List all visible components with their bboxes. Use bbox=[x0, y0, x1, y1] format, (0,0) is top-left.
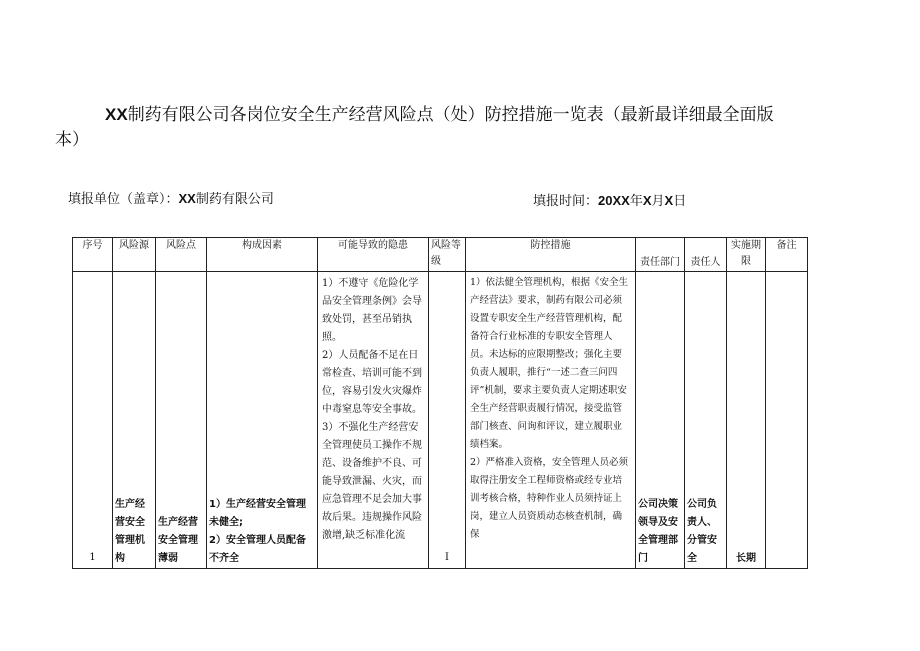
reporting-time-month-unit: 月 bbox=[651, 194, 665, 209]
reporting-unit-code: XX bbox=[178, 191, 196, 206]
reporting-time bbox=[533, 190, 686, 209]
reporting-time-day-unit: 日 bbox=[673, 194, 687, 209]
cell-person: 公司负责人、分管安全 bbox=[685, 272, 727, 569]
cell-factors bbox=[207, 272, 318, 569]
header-risk-source: 风险源 bbox=[113, 238, 156, 272]
reporting-unit bbox=[68, 188, 274, 207]
table-row bbox=[73, 272, 808, 569]
reporting-time-month: X bbox=[642, 193, 652, 208]
title-text: 制药有限公司各岗位安全生产经营风险点（处）防控措施一览表（最新最详细最全面版本） bbox=[55, 105, 774, 150]
header-person: 责任人 bbox=[685, 238, 727, 272]
title-company-code: XX bbox=[105, 105, 128, 124]
risk-control-table bbox=[72, 237, 808, 569]
reporting-unit-label: 填报单位（盖章）： bbox=[68, 192, 179, 207]
cell-hazards bbox=[318, 272, 429, 569]
hazard-item: 2）人员配备不足在日常检查、培训可能不到位，容易引发火灾爆炸中毒窒息等安全事故。 bbox=[322, 350, 422, 415]
header-risk-level: 风险等级 bbox=[429, 238, 466, 272]
cell-measures bbox=[466, 272, 636, 569]
reporting-time-day: X bbox=[664, 193, 674, 208]
reporting-time-year: 20XX bbox=[598, 193, 630, 208]
page-title bbox=[55, 102, 795, 153]
header-measures: 防控措施 bbox=[466, 238, 636, 272]
header-remarks: 备注 bbox=[766, 238, 808, 272]
reporting-unit-name: 制药有限公司 bbox=[195, 192, 274, 207]
factor-item: 1）生产经营安全管理未健全; bbox=[209, 499, 306, 528]
reporting-time-year-unit: 年 bbox=[629, 194, 643, 209]
reporting-time-label: 填报时间： bbox=[533, 194, 599, 209]
header-dept: 责任部门 bbox=[636, 238, 685, 272]
header-deadline: 实施期限 bbox=[727, 238, 766, 272]
cell-remarks bbox=[766, 272, 808, 569]
measure-item: 2）严格准入资格，安全管理人员必须取得注册安全工程师资格或经专业培训考核合格，特种作业人员须持证上岗，建立人员资质动态核查机制，确保 bbox=[470, 457, 629, 540]
cell-deadline: 长期 bbox=[727, 272, 766, 569]
header-seq: 序号 bbox=[73, 238, 113, 272]
hazard-item: 3）不强化生产经营安全管理使员工操作不规范、设备维护不良、可能导致泄漏、火灾，而应急管理不足会加大事故后果。违规操作风险激增,缺乏标准化流 bbox=[322, 422, 422, 541]
factor-item: 2）安全管理人员配备不齐全 bbox=[209, 535, 306, 564]
cell-risk-level: I bbox=[429, 272, 466, 569]
header-risk-point: 风险点 bbox=[156, 238, 207, 272]
measure-item: 1）依法健全管理机构，根据《安全生产经营法》要求，制药有限公司必须设置专职安全生产经营管理机构，配备符合行业标准的专职安全管理人员。未达标的应限期整改；强化主要负责人履职，推行“一述二查三问四评”机制，要求主要负责人定期述职安全生产经营职责履行情况，接受监管部门核查、问询和评议，建立履职业绩档案。 bbox=[470, 277, 629, 450]
hazard-item: 1）不遵守《危险化学品安全管理条例》会导致处罚，甚至吊销执照。 bbox=[322, 278, 422, 343]
cell-seq: 1 bbox=[73, 272, 113, 569]
cell-dept: 公司决策领导及安全管理部门 bbox=[636, 272, 685, 569]
cell-risk-point: 生产经营安全管理薄弱 bbox=[156, 272, 207, 569]
header-factors: 构成因素 bbox=[207, 238, 318, 272]
cell-risk-source: 生产经营安全管理机构 bbox=[113, 272, 156, 569]
header-hazards: 可能导致的隐患 bbox=[318, 238, 429, 272]
table-header-row bbox=[73, 238, 808, 272]
